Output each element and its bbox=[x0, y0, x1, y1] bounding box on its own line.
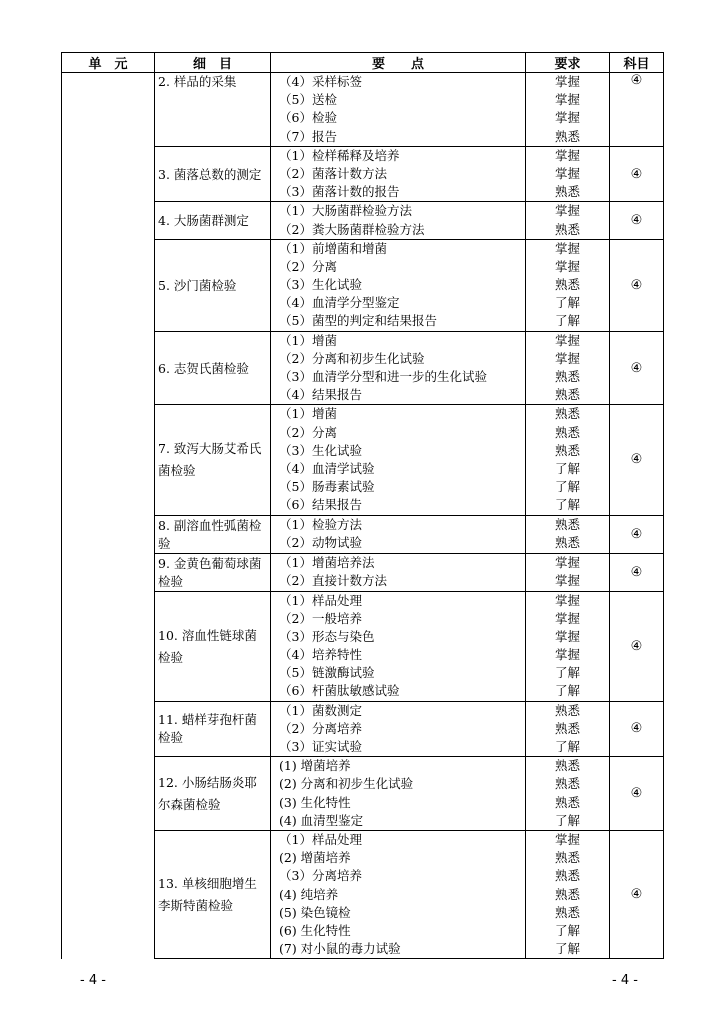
point-item: （6）杆菌肽敏感试验 bbox=[279, 683, 400, 699]
point-item: （5）链激酶试验 bbox=[279, 665, 375, 681]
subject-cell: ④ bbox=[610, 830, 664, 958]
point-item: （1）检验方法 bbox=[279, 516, 362, 532]
point-item: (2) 分离和初步生化试验 bbox=[279, 776, 414, 792]
requirement-value: 熟悉 bbox=[554, 277, 580, 293]
points-cell bbox=[271, 757, 526, 831]
requirement-value: 了解 bbox=[554, 460, 580, 476]
requirement-value: 熟悉 bbox=[554, 776, 580, 792]
point-item: （4）培养特性 bbox=[279, 647, 362, 663]
table-body bbox=[62, 73, 664, 959]
subject-cell: ④ bbox=[610, 331, 664, 405]
requirement-value: 熟悉 bbox=[554, 904, 580, 920]
point-item: （2）分离 bbox=[279, 258, 337, 274]
points-cell bbox=[271, 553, 526, 591]
requirement-value: 掌握 bbox=[554, 350, 580, 366]
syllabus-page bbox=[61, 52, 663, 959]
requirement-value: 掌握 bbox=[554, 647, 580, 663]
subject-cell: ④ bbox=[610, 146, 664, 202]
detail-cell: 10. 溶血性链球菌检验 bbox=[155, 591, 271, 701]
subject-cell: ④ bbox=[610, 239, 664, 331]
points-cell bbox=[271, 202, 526, 239]
subject-cell: ④ bbox=[610, 553, 664, 591]
point-item: (3) 生化特性 bbox=[279, 794, 351, 810]
requirement-value: 掌握 bbox=[554, 554, 580, 570]
point-item: （1）菌数测定 bbox=[279, 702, 362, 718]
point-item: （6）检验 bbox=[279, 110, 337, 126]
requirement-value: 了解 bbox=[554, 683, 580, 699]
points-cell bbox=[271, 239, 526, 331]
detail-cell: 4. 大肠菌群测定 bbox=[155, 202, 271, 239]
requirement-value: 掌握 bbox=[554, 203, 580, 219]
point-item: （4）血清学分型鉴定 bbox=[279, 295, 400, 311]
detail-cell: 12. 小肠结肠炎耶尔森菌检验 bbox=[155, 757, 271, 831]
subject-cell: ④ bbox=[610, 591, 664, 701]
requirement-cell bbox=[526, 146, 610, 202]
requirement-value: 了解 bbox=[554, 313, 580, 329]
point-item: (2) 增菌培养 bbox=[279, 850, 351, 866]
requirement-value: 熟悉 bbox=[554, 758, 580, 774]
detail-cell: 6. 志贺氏菌检验 bbox=[155, 331, 271, 405]
points-cell bbox=[271, 73, 526, 147]
point-item: （2）分离 bbox=[279, 424, 337, 440]
syllabus-table bbox=[61, 52, 664, 959]
requirement-value: 熟悉 bbox=[554, 534, 580, 550]
point-item: （3）血清学分型和进一步的生化试验 bbox=[279, 369, 487, 384]
point-item: (6) 生化特性 bbox=[279, 922, 351, 938]
point-item: （3）形态与染色 bbox=[279, 628, 375, 644]
header-detail: 细 目 bbox=[155, 53, 271, 73]
unit-cell bbox=[62, 73, 155, 959]
requirement-value: 了解 bbox=[554, 941, 580, 957]
point-item: （3）菌落计数的报告 bbox=[279, 184, 400, 200]
page-number-right: - 4 - bbox=[612, 973, 638, 988]
point-item: （3）证实试验 bbox=[279, 739, 362, 754]
requirement-value: 了解 bbox=[554, 739, 580, 754]
requirement-value: 掌握 bbox=[554, 610, 580, 626]
requirement-value: 熟悉 bbox=[554, 442, 580, 458]
requirement-value: 掌握 bbox=[554, 628, 580, 644]
requirement-value: 熟悉 bbox=[554, 424, 580, 440]
requirement-value: 熟悉 bbox=[554, 516, 580, 532]
requirement-value: 掌握 bbox=[554, 831, 580, 847]
requirement-value: 熟悉 bbox=[554, 128, 580, 144]
table-header-row bbox=[62, 53, 664, 73]
point-item: （5）菌型的判定和结果报告 bbox=[279, 313, 437, 329]
requirement-cell bbox=[526, 757, 610, 831]
requirement-value: 掌握 bbox=[554, 592, 580, 608]
detail-cell: 7. 致泻大肠艾希氏菌检验 bbox=[155, 405, 271, 515]
requirement-value: 了解 bbox=[554, 295, 580, 311]
point-item: (4) 血清型鉴定 bbox=[279, 812, 364, 828]
requirement-value: 掌握 bbox=[554, 572, 580, 588]
header-points: 要 点 bbox=[271, 53, 526, 73]
points-cell bbox=[271, 331, 526, 405]
requirement-value: 熟悉 bbox=[554, 221, 580, 237]
detail-cell: 5. 沙门菌检验 bbox=[155, 239, 271, 331]
requirement-cell bbox=[526, 331, 610, 405]
requirement-value: 熟悉 bbox=[554, 886, 580, 902]
subject-cell: ④ bbox=[610, 73, 664, 147]
detail-cell: 2. 样品的采集 bbox=[155, 73, 271, 147]
requirement-value: 了解 bbox=[554, 479, 580, 495]
header-unit: 单 元 bbox=[62, 53, 155, 73]
point-item: （5）肠毒素试验 bbox=[279, 479, 375, 495]
requirement-value: 熟悉 bbox=[554, 387, 580, 403]
requirement-value: 熟悉 bbox=[554, 406, 580, 422]
requirement-value: 了解 bbox=[554, 812, 580, 828]
points-cell bbox=[271, 830, 526, 958]
point-item: （7）报告 bbox=[279, 128, 337, 144]
requirement-value: 掌握 bbox=[554, 74, 580, 89]
points-cell bbox=[271, 146, 526, 202]
requirement-cell bbox=[526, 515, 610, 553]
point-item: （3）分离培养 bbox=[279, 868, 362, 884]
point-item: (4) 纯培养 bbox=[279, 886, 339, 902]
subject-cell: ④ bbox=[610, 701, 664, 757]
requirement-cell bbox=[526, 202, 610, 239]
subject-cell: ④ bbox=[610, 202, 664, 239]
requirement-value: 熟悉 bbox=[554, 184, 580, 200]
header-requirement: 要求 bbox=[526, 53, 610, 73]
requirement-value: 熟悉 bbox=[554, 850, 580, 866]
points-cell bbox=[271, 405, 526, 515]
requirement-cell bbox=[526, 405, 610, 515]
requirement-cell bbox=[526, 73, 610, 147]
detail-cell: 13. 单核细胞增生李斯特菌检验 bbox=[155, 830, 271, 958]
point-item: （3）生化试验 bbox=[279, 277, 362, 293]
points-cell bbox=[271, 701, 526, 757]
requirement-value: 熟悉 bbox=[554, 868, 580, 884]
requirement-value: 熟悉 bbox=[554, 720, 580, 736]
point-item: （5）送检 bbox=[279, 92, 337, 108]
subject-cell: ④ bbox=[610, 515, 664, 553]
points-cell bbox=[271, 515, 526, 553]
points-cell bbox=[271, 591, 526, 701]
point-item: （1）增菌培养法 bbox=[279, 554, 375, 570]
point-item: （1）增菌 bbox=[279, 406, 337, 422]
requirement-value: 熟悉 bbox=[554, 794, 580, 810]
point-item: （2）菌落计数方法 bbox=[279, 165, 387, 181]
point-item: (1) 增菌培养 bbox=[279, 758, 351, 774]
point-item: （1）增菌 bbox=[279, 332, 337, 348]
header-subject: 科目 bbox=[610, 53, 664, 73]
requirement-value: 掌握 bbox=[554, 332, 580, 348]
page-number-left: - 4 - bbox=[80, 973, 106, 988]
requirement-value: 掌握 bbox=[554, 92, 580, 108]
point-item: （3）生化试验 bbox=[279, 442, 362, 458]
point-item: （2）分离和初步生化试验 bbox=[279, 350, 425, 366]
requirement-value: 掌握 bbox=[554, 240, 580, 256]
detail-cell: 11. 蜡样芽孢杆菌检验 bbox=[155, 701, 271, 757]
subject-cell: ④ bbox=[610, 405, 664, 515]
table-bottom-rule bbox=[154, 958, 663, 959]
point-item: （4）结果报告 bbox=[279, 387, 362, 403]
detail-cell: 8. 副溶血性弧菌检验 bbox=[155, 515, 271, 553]
table-row bbox=[62, 73, 664, 147]
requirement-value: 了解 bbox=[554, 497, 580, 513]
point-item: （2）动物试验 bbox=[279, 534, 362, 550]
requirement-value: 熟悉 bbox=[554, 369, 580, 384]
point-item: （2）直接计数方法 bbox=[279, 572, 387, 588]
point-item: （1）样品处理 bbox=[279, 831, 362, 847]
point-item: （6）结果报告 bbox=[279, 497, 362, 513]
requirement-cell bbox=[526, 701, 610, 757]
point-item: （2）一般培养 bbox=[279, 610, 362, 626]
point-item: (7) 对小鼠的毒力试验 bbox=[279, 941, 401, 957]
detail-cell: 9. 金黄色葡萄球菌检验 bbox=[155, 553, 271, 591]
point-item: （4）血清学试验 bbox=[279, 460, 375, 476]
requirement-value: 掌握 bbox=[554, 110, 580, 126]
requirement-cell bbox=[526, 553, 610, 591]
point-item: (5) 染色镜检 bbox=[279, 904, 351, 920]
requirement-value: 了解 bbox=[554, 922, 580, 938]
requirement-value: 掌握 bbox=[554, 147, 580, 163]
point-item: （2）分离培养 bbox=[279, 720, 362, 736]
requirement-value: 掌握 bbox=[554, 258, 580, 274]
requirement-value: 掌握 bbox=[554, 165, 580, 181]
detail-cell: 3. 菌落总数的测定 bbox=[155, 146, 271, 202]
requirement-cell bbox=[526, 591, 610, 701]
point-item: （2）粪大肠菌群检验方法 bbox=[279, 221, 425, 237]
requirement-cell bbox=[526, 239, 610, 331]
point-item: （1）样品处理 bbox=[279, 592, 362, 608]
requirement-value: 了解 bbox=[554, 665, 580, 681]
point-item: （4）采样标签 bbox=[279, 74, 362, 89]
requirement-cell bbox=[526, 830, 610, 958]
requirement-value: 熟悉 bbox=[554, 702, 580, 718]
point-item: （1）大肠菌群检验方法 bbox=[279, 203, 412, 219]
point-item: （1）检样稀释及培养 bbox=[279, 147, 400, 163]
subject-cell: ④ bbox=[610, 757, 664, 831]
point-item: （1）前增菌和增菌 bbox=[279, 240, 387, 256]
